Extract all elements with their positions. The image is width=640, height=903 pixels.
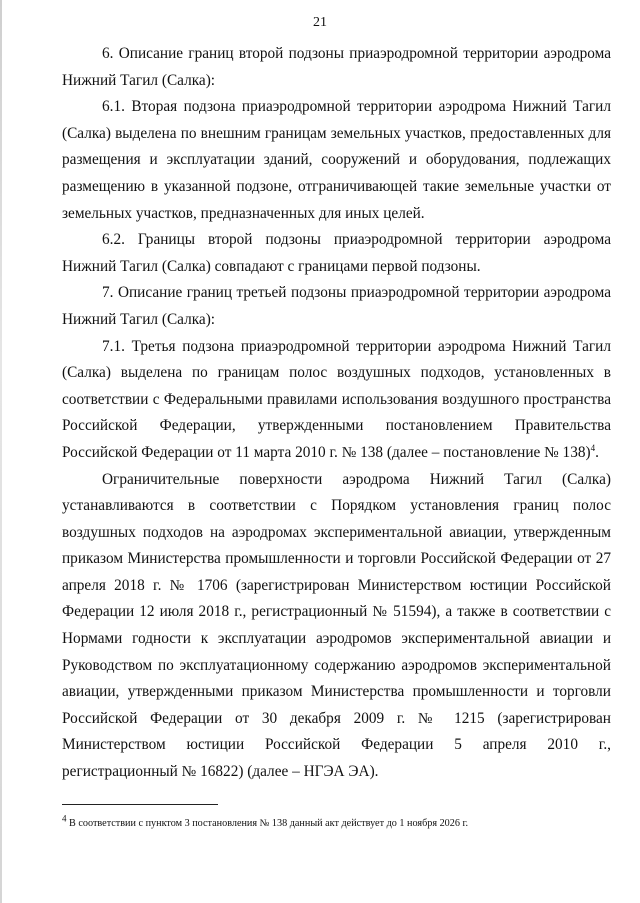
footnote-reference[interactable]: 4 [590, 442, 596, 453]
section-7-1-end: . [595, 443, 599, 461]
limiting-surfaces-paragraph: Ограничительные поверхности аэродрома Нижний Тагил (Салка) устанавливаются в соответствии с Порядком установления границ полос воздушных подходов на аэродромах экспериментальной авиации, утвержденным приказом Министерства промышленности и торговли Российской Федерации от 27 апреля 2018 г. № 1706 (зарегистрирован Министерством юстиции Российской Федерации 12 июля 2018 г., регистрационный № 51594), а также в соответствии с Нормами годности к эксплуатации аэродромов экспериментальной авиации и Руководством по эксплуатационному содержанию аэродромов экспериментальной авиации, утвержденными приказом Министерства промышленности и торговли Российской Федерации от 30 декабря 2009 г. № 1215 (зарегистрирован Министерством юстиции Российской Федерации 5 апреля 2010 г., регистрационный № 16822) (далее – НГЭА ЭА). [62, 470, 611, 781]
footnote [62, 813, 611, 831]
section-6-1-paragraph: 6.1. Вторая подзона приаэродромной территории аэродрома Нижний Тагил (Салка) выделена по внешним границам земельных участков, предоставленных для размещения и эксплуатации зданий, сооружений и оборудования, подлежащих размещению в указанной подзоне, отграничивающей такие земельные участки от земельных участков, предназначенных для иных целей. [62, 98, 611, 222]
document-body [62, 41, 611, 786]
section-7-heading: 7. Описание границ третьей подзоны приаэродромной территории аэродрома Нижний Тагил (Салка): [62, 284, 611, 328]
section-7-1-paragraph [62, 334, 611, 467]
section-7-1-text: 7.1. Третья подзона приаэродромной территории аэродрома Нижний Тагил (Салка) выделена по границам полос воздушных подходов, установленных в соответствии с Федеральными правилами использования воздушного пространства Российской Федерации, утвержденными постановлением Правительства Российской Федерации от 11 марта 2010 г. № 138 (далее – постановление № 138) [62, 337, 611, 461]
footnote-text: В соответствии с пунктом 3 постановления № 138 данный акт действует до 1 ноября 2026 г. [66, 818, 469, 829]
page-number: 21 [313, 15, 327, 30]
section-6-heading: 6. Описание границ второй подзоны приаэродромной территории аэродрома Нижний Тагил (Салка): [62, 45, 611, 89]
scan-left-edge [0, 0, 2, 903]
footnote-separator [62, 804, 218, 805]
section-6-2-paragraph: 6.2. Границы второй подзоны приаэродромной территории аэродрома Нижний Тагил (Салка) совпадают с границами первой подзоны. [62, 231, 611, 275]
footnote-marker: 4 [62, 813, 67, 824]
